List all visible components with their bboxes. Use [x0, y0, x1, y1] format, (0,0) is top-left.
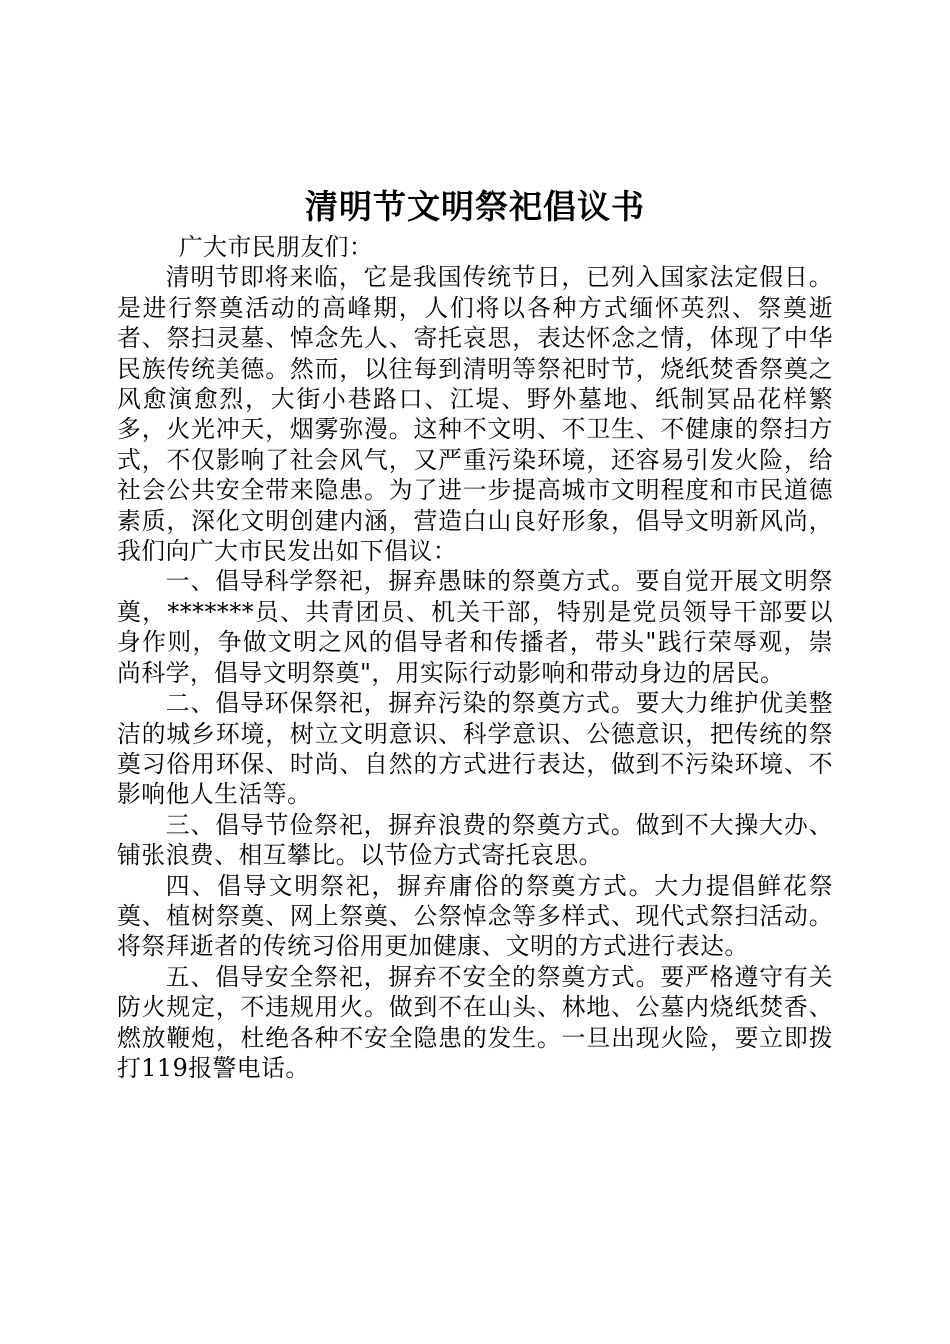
document-title: 清明节文明祭祀倡议书 [305, 187, 645, 226]
proposal-3-paragraph: 三、倡导节俭祭祀，摒弃浪费的祭奠方式。做到不大操大办、铺张浪费、相互攀比。以节俭方式寄托哀思。 [117, 810, 833, 870]
proposal-1-paragraph: 一、倡导科学祭祀，摒弃愚昧的祭奠方式。要自觉开展文明祭奠，*******员、共青团员、机关干部，特别是党员领导干部要以身作则，争做文明之风的倡导者和传播者，带头"践行荣辱观，崇尚科学，倡导文明祭奠"，用实际行动影响和带动身边的居民。 [117, 567, 833, 687]
salutation: 广大市民朋友们： [178, 233, 374, 261]
proposal-5-paragraph: 五、倡导安全祭祀，摒弃不安全的祭奠方式。要严格遵守有关防火规定，不违规用火。做到不在山头、林地、公墓内烧纸焚香、燃放鞭炮，杜绝各种不安全隐患的发生。一旦出现火险，要立即拨打119报警电话。 [117, 962, 833, 1082]
proposal-4-paragraph: 四、倡导文明祭祀，摒弃庸俗的祭奠方式。大力提倡鲜花祭奠、植树祭奠、网上祭奠、公祭悼念等多样式、现代式祭扫活动。将祭拜逝者的传统习俗用更加健康、文明的方式进行表达。 [117, 871, 833, 961]
document-body [117, 232, 833, 1083]
proposal-2-paragraph: 二、倡导环保祭祀，摒弃污染的祭奠方式。要大力维护优美整洁的城乡环境，树立文明意识、科学意识、公德意识，把传统的祭奠习俗用环保、时尚、自然的方式进行表达，做到不污染环境、不影响他人生活等。 [117, 689, 833, 809]
intro-paragraph: 清明节即将来临，它是我国传统节日，已列入国家法定假日。是进行祭奠活动的高峰期，人们将以各种方式缅怀英烈、祭奠逝者、祭扫灵墓、悼念先人、寄托哀思，表达怀念之情，体现了中华民族传统美德。然而，以往每到清明等祭祀时节，烧纸焚香祭奠之风愈演愈烈，大街小巷路口、江堤、野外墓地、纸制冥品花样繁多，火光冲天，烟雾弥漫。这种不文明、不卫生、不健康的祭扫方式，不仅影响了社会风气，又严重污染环境，还容易引发火险，给社会公共安全带来隐患。为了进一步提高城市文明程度和市民道德素质，深化文明创建内涵，营造白山良好形象，倡导文明新风尚，我们向广大市民发出如下倡议： [117, 263, 833, 566]
